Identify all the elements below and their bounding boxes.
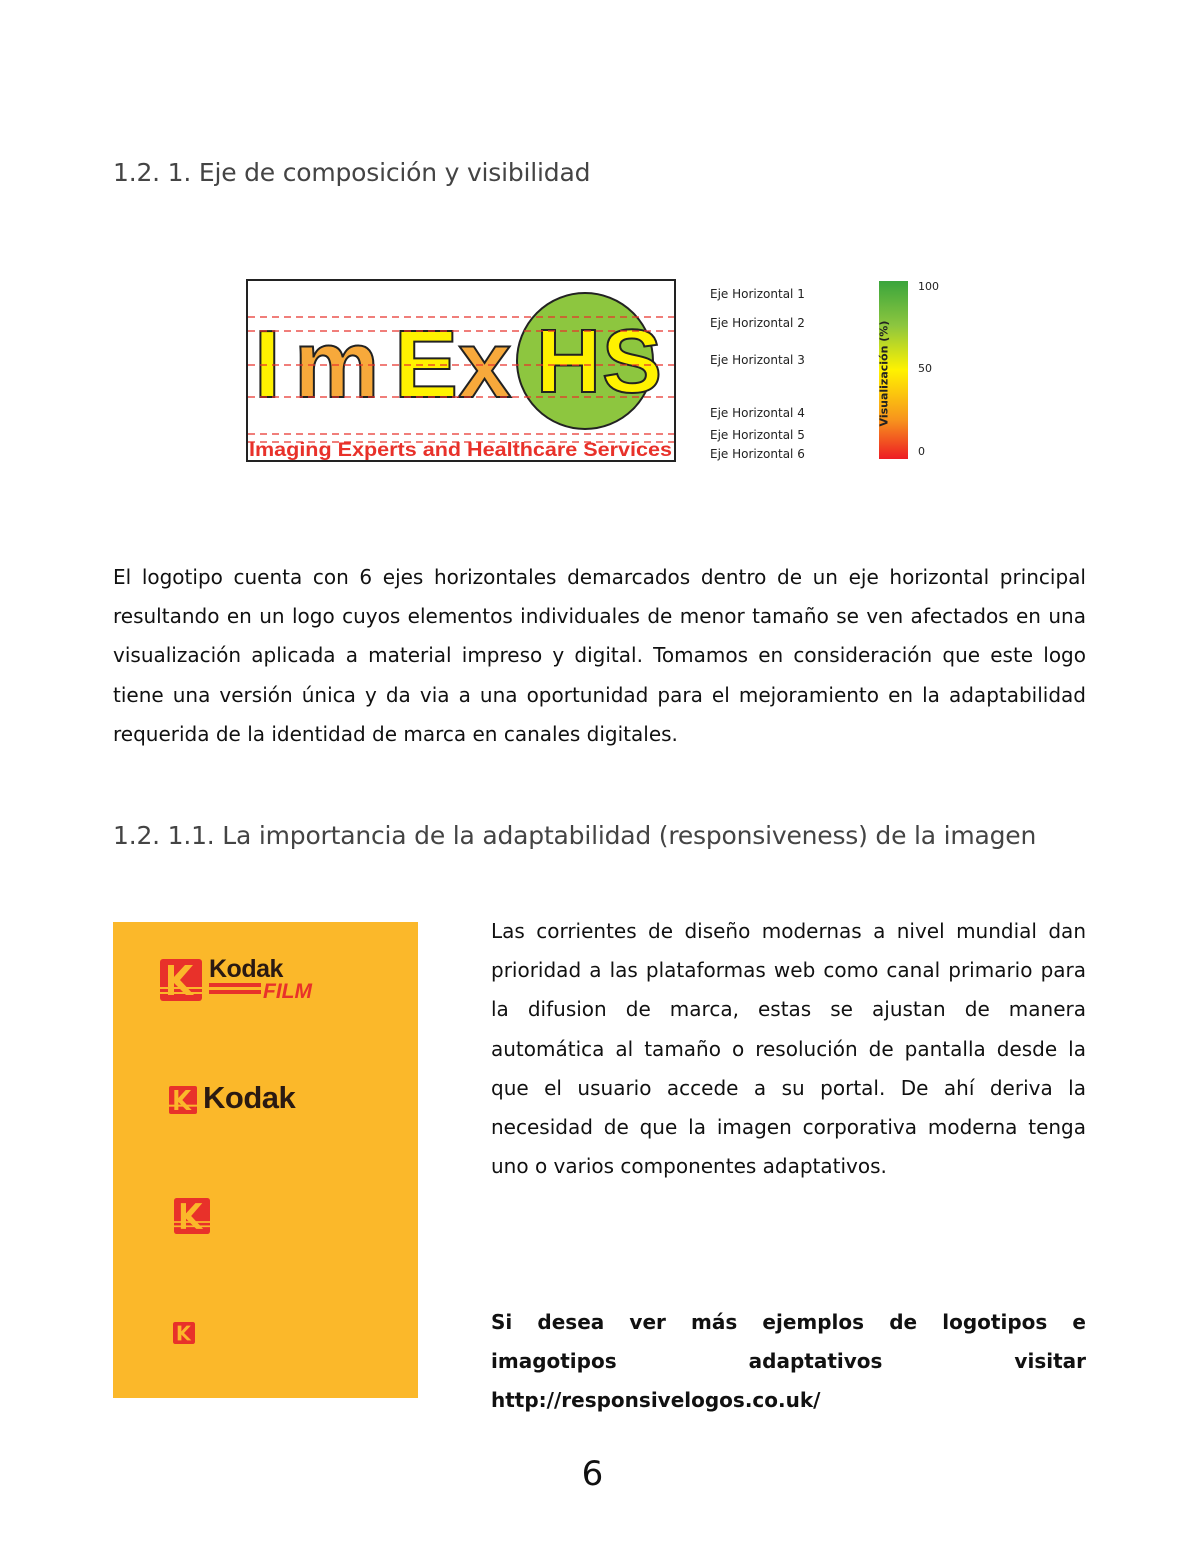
- kodak-k-icon-medium: [168, 1086, 198, 1114]
- axis-label-1: Eje Horizontal 1: [710, 287, 805, 301]
- kodak-film-stripe-2: [209, 990, 261, 994]
- colorbar-title: Visualización (%): [877, 320, 891, 427]
- kodak-k-icon-tiny: [171, 1322, 197, 1344]
- axis-label-6: Eje Horizontal 6: [710, 447, 805, 461]
- kodak-film-stripe-1: [209, 983, 261, 987]
- kodak-film-label: FILM: [263, 980, 312, 1003]
- axis-label-4: Eje Horizontal 4: [710, 406, 805, 420]
- subsection-heading: 1.2. 1.1. La importancia de la adaptabilidad (responsiveness) de la imagen: [113, 821, 1037, 850]
- logo-letter-i: I: [254, 311, 281, 418]
- logo-tagline: Imaging Experts and Healthcare Services: [249, 439, 673, 461]
- colorbar-tick-50: 50: [918, 362, 932, 375]
- colorbar-tick-100: 100: [918, 280, 939, 293]
- section-heading: 1.2. 1. Eje de composición y visibilidad: [113, 158, 591, 187]
- imexhs-logo: [246, 279, 676, 462]
- paragraph-responsive-design: Las corrientes de diseño modernas a nivel mundial dan prioridad a las plataformas web como canal primario para la difusion de marca, estas se ajustan de manera automática al tamaño o resolución de pantalla desde la que el usuario accede a su portal. De ahí deriva la necesidad de que la imagen corporativa moderna tenga uno o varios componentes adaptativos.: [491, 919, 1086, 1179]
- page-number: 6: [581, 1454, 604, 1494]
- axis-label-2: Eje Horizontal 2: [710, 316, 805, 330]
- colorbar-tick-0: 0: [918, 445, 925, 458]
- paragraph-more-examples: Si desea ver más ejemplos de logotipos e imagotipos adaptativos visitar http://responsivelogos.co.uk/: [491, 1310, 1086, 1413]
- logo-letter-x: x: [458, 311, 512, 418]
- logo-letter-s: S: [602, 312, 663, 412]
- logo-letter-h: H: [536, 312, 601, 412]
- paragraph-logo-axes: El logotipo cuenta con 6 ejes horizontales demarcados dentro de un eje horizontal principal resultando en un logo cuyos elementos individuales de menor tamaño se ven afectados en una visualización aplicada a material impreso y digital. Tomamos en consideración que este logo tiene una versión única y da via a una oportunidad para el mejoramiento en la adaptabilidad requerida de la identidad de marca en canales digitales.: [113, 565, 1086, 746]
- axis-label-3: Eje Horizontal 3: [710, 353, 805, 367]
- kodak-k-icon-small: [171, 1198, 213, 1234]
- logo-letter-e: E: [394, 311, 459, 418]
- kodak-wordmark-large: Kodak: [209, 955, 283, 983]
- kodak-wordmark-medium: Kodak: [203, 1080, 296, 1115]
- kodak-responsive-panel: [113, 922, 418, 1398]
- axis-label-5: Eje Horizontal 5: [710, 428, 805, 442]
- imexhs-logo-figure: [246, 279, 676, 462]
- kodak-k-icon-large: [160, 959, 202, 1001]
- logo-letter-m: m: [294, 311, 380, 418]
